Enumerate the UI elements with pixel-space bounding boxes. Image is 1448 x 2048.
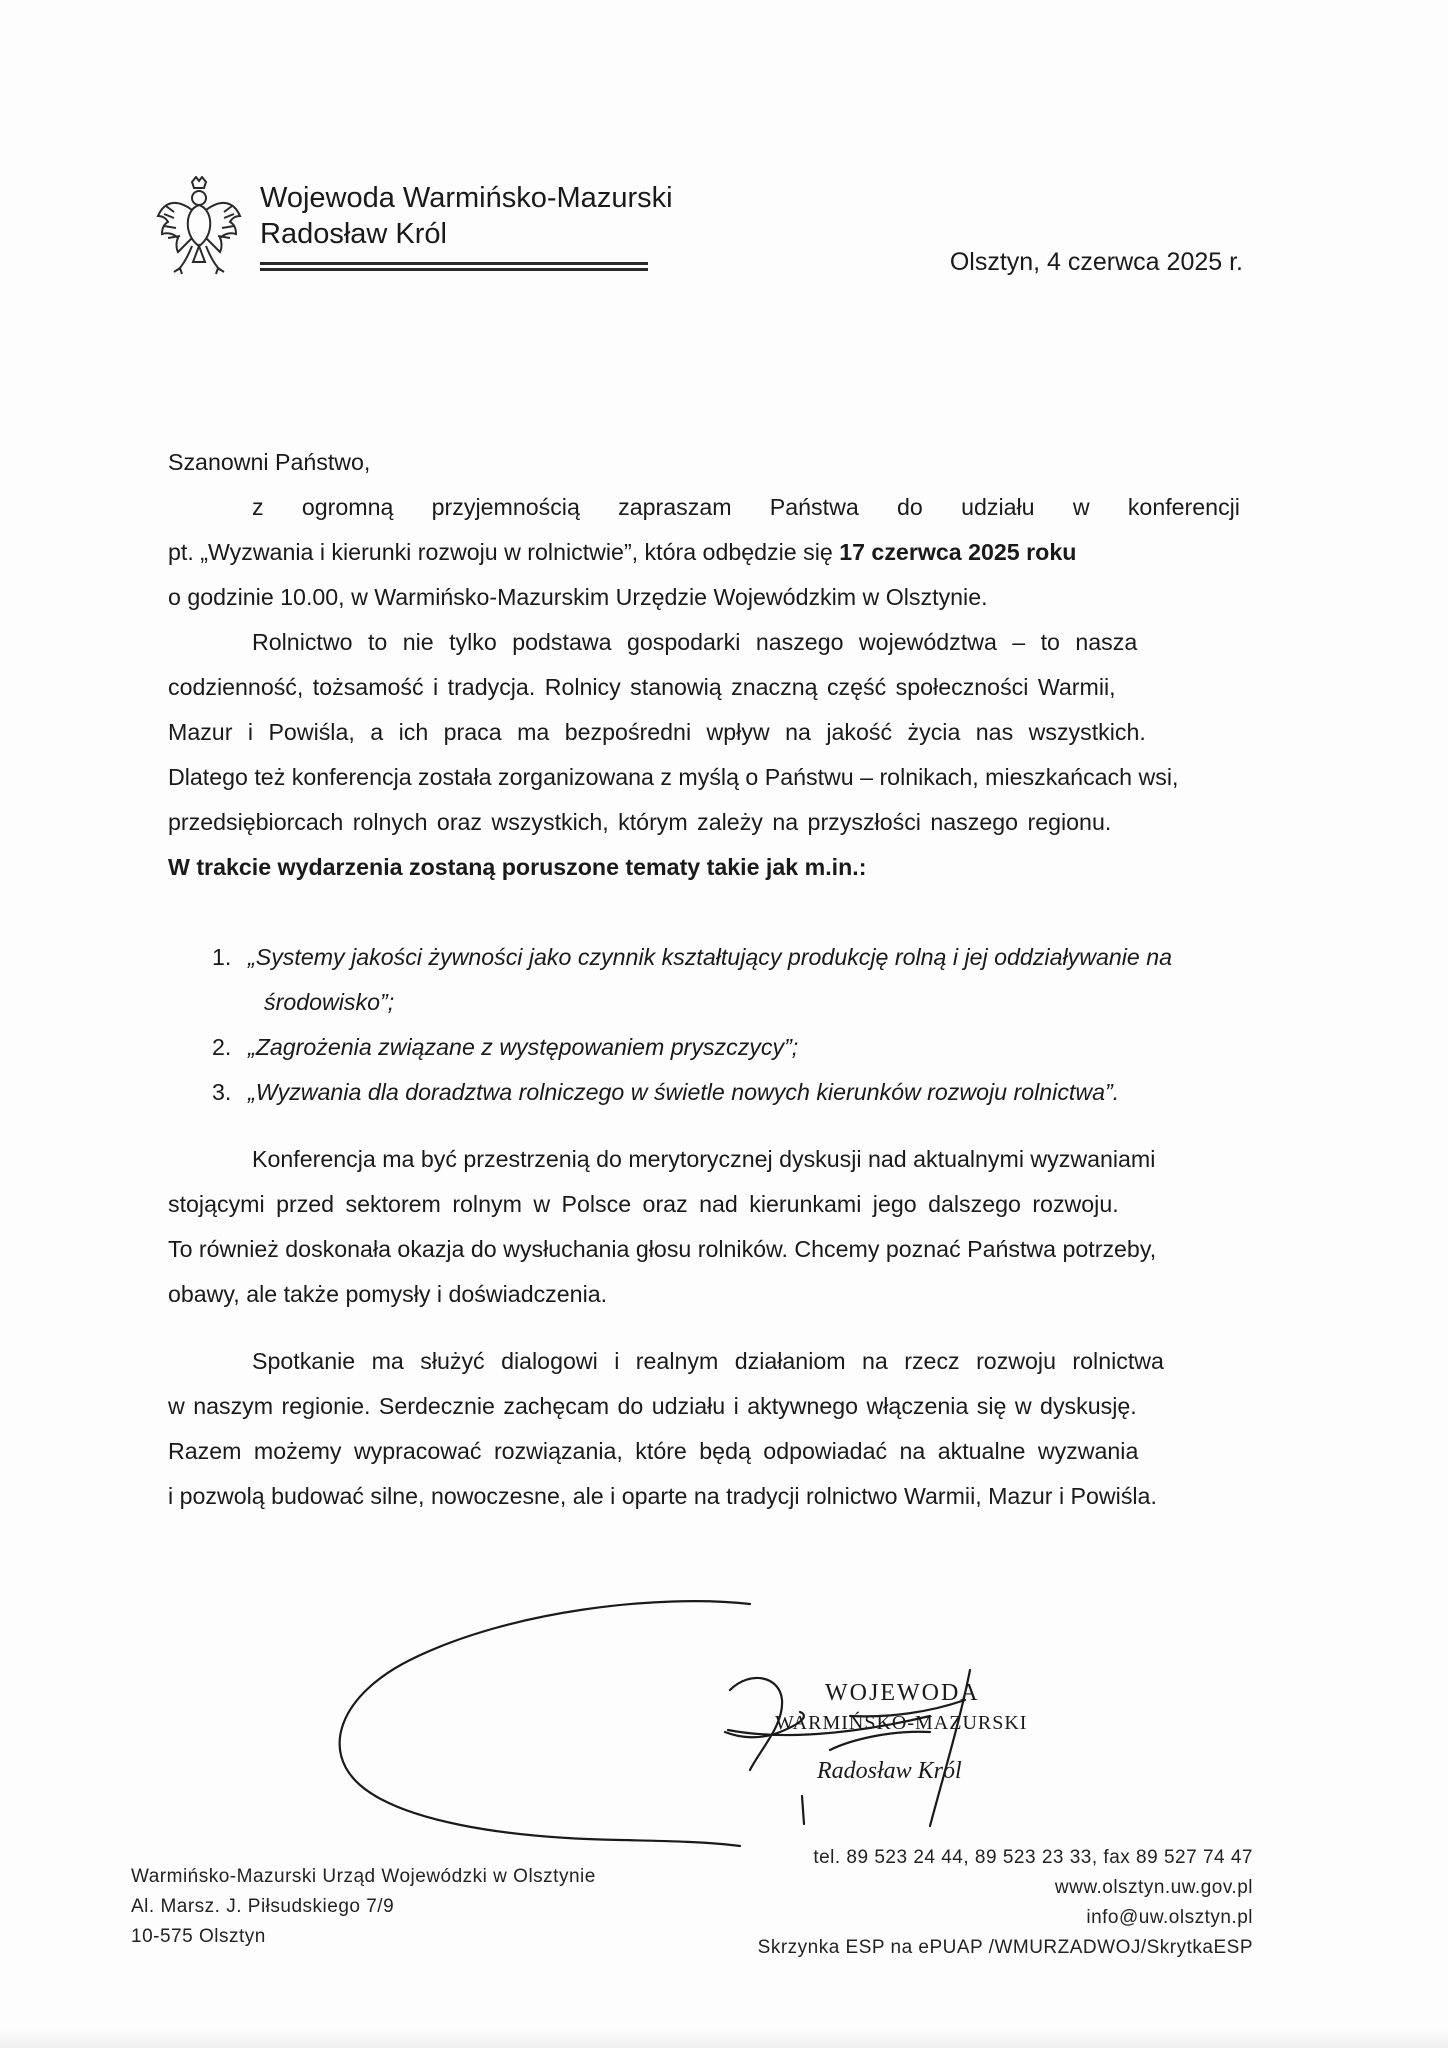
salutation: Szanowni Państwo, <box>168 449 371 475</box>
header-title-line2: Radosław Król <box>260 218 447 250</box>
footer-epuap: Skrzynka ESP na ePUAP /WMURZADWOJ/SkrytkaESP <box>757 1937 1253 1958</box>
conference-date: 17 czerwca 2025 roku <box>839 539 1077 565</box>
paragraph-intro-line3: o godzinie 10.00, w Warmińsko-Mazurskim Urzędzie Wojewódzkim w Olsztynie. <box>168 584 988 610</box>
header-title-line1: Wojewoda Warmińsko-Mazurski <box>260 182 673 214</box>
list-item: 3. „Wyzwania dla doradztwa rolniczego w świetle nowych kierunków rozwoju rolnictwa”. <box>212 1079 1120 1105</box>
list-item: 1. „Systemy jakości żywności jako czynnik kształtujący produkcję rolną i jej oddziaływanie na środowisko”; <box>212 944 1173 1015</box>
footer-contact <box>758 1843 1253 1963</box>
list-item: 2. „Zagrożenia związane z występowaniem pryszczycy”; <box>212 1034 799 1060</box>
polish-eagle-emblem-icon <box>154 176 244 278</box>
topics-intro: W trakcie wydarzenia zostaną poruszone tematy takie jak m.in.: <box>168 854 867 880</box>
footer-phone: tel. 89 523 24 44, 89 523 23 33, fax 89 527 74 47 <box>813 1847 1253 1868</box>
letter-date: Olsztyn, 4 czerwca 2025 r. <box>949 248 1243 276</box>
footer-address: Warmińsko-Mazurski Urząd Wojewódzki w Olsztynie Al. Marsz. J. Piłsudskiego 7/9 10-575 Olsztyn <box>131 1866 596 1947</box>
header-title <box>260 180 673 252</box>
paragraph-purpose: Konferencja ma być przestrzenią do merytorycznej dyskusji nad aktualnymi wyzwaniami stojącymi przed sektorem rolnym w Polsce oraz nad kierunkami jego dalszego rozwoju. To również doskonała okazja do wysłuchania głosu rolników. Chcemy poznać Państwa potrzeby, obawy, ale także pomysły i doświadczenia. <box>168 1146 1157 1307</box>
paragraph-agriculture: Rolnictwo to nie tylko podstawa gospodarki naszego województwa – to nasza codzienność, tożsamość i tradycja. Rolnicy stanowią znaczną część społeczności Warmii, Mazur i Powiśla, a ich praca ma bezpośredni wpływ na jakość życia nas wszystkich. Dlatego też konferencja została zorganizowana z myślą o Państwu – rolnikach, mieszkańcach wsi, przedsiębiorcach rolnych oraz wszystkich, którym zależy na przyszłości naszego regionu. W trakcie wydarzenia zostaną poruszone tematy takie jak m.in.: <box>168 620 1240 890</box>
paragraph-invitation: Spotkanie ma służyć dialogowi i realnym działaniom na rzecz rozwoju rolnictwa w naszym regionie. Serdecznie zachęcam do udziału i aktywnego włączenia się w dyskusję. Razem możemy wypracować rozwiązania, które będą odpowiadać na aktualne wyzwania i pozwolą budować silne, nowoczesne, ale i oparte na tradycji rolnictwo Warmii, Mazur i Powiśla. <box>168 1348 1164 1509</box>
footer-email-link[interactable]: info@uw.olsztyn.pl <box>1086 1907 1253 1928</box>
paragraph-intro <box>168 485 1240 620</box>
stamp-line2: WARMIŃSKO-MAZURSKI <box>775 1712 1028 1734</box>
stamp-line3: Radosław Król <box>817 1758 962 1784</box>
header-rule <box>260 262 648 274</box>
footer-website-link[interactable]: www.olsztyn.uw.gov.pl <box>1054 1877 1253 1898</box>
topics-list <box>212 935 1232 1115</box>
stamp-line1: WOJEWODA <box>825 1680 980 1706</box>
page-edge <box>0 2030 1448 2048</box>
paragraph-intro-line1: z ogromną przyjemnością zapraszam Państwa do udziału w konferencji <box>252 494 1240 520</box>
paragraph-intro-line2: pt. „Wyzwania i kierunki rozwoju w rolnictwie”, która odbędzie się 17 czerwca 2025 roku <box>168 539 1077 565</box>
